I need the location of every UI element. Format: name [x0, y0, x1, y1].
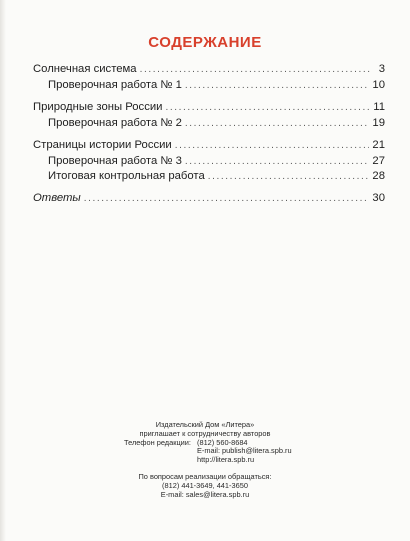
dot-leader: [140, 62, 370, 78]
toc-entry-title: Итоговая контрольная работа: [48, 170, 205, 182]
dot-leader: [208, 169, 370, 185]
toc-entry-title: Проверочная работа № 3: [48, 154, 182, 167]
toc-entry-page: 10: [372, 78, 385, 91]
toc-entry-title: Проверочная работа № 2: [48, 116, 182, 129]
sales-heading: По вопросам реализации обращаться:: [138, 471, 272, 481]
authors-invitation: приглашает к сотрудничеству авторов: [139, 428, 271, 438]
toc-entry-title: Ответы: [33, 191, 81, 204]
publisher-name: Издательский Дом «Литера»: [155, 420, 255, 429]
website-link[interactable]: http://litera.spb.ru: [197, 455, 255, 465]
toc-entry-page: 19: [372, 116, 385, 129]
contents-heading: СОДЕРЖАНИЕ: [148, 34, 262, 51]
toc-entry-answers[interactable]: [33, 191, 385, 207]
publisher-imprint: [0, 421, 410, 499]
editorial-phone-label: Телефон редакции:: [124, 437, 191, 447]
dot-leader: [175, 138, 370, 154]
sales-phones: (812) 441-3649, 441-3650: [162, 480, 248, 490]
toc-entry[interactable]: [33, 138, 385, 154]
toc-entry-page: 30: [372, 191, 385, 204]
toc-entry[interactable]: [33, 100, 385, 116]
toc-entry[interactable]: [33, 78, 385, 94]
table-of-contents: [33, 62, 385, 206]
toc-entry-page: 21: [372, 139, 385, 151]
website-row: [0, 456, 410, 465]
toc-entry[interactable]: [33, 62, 385, 78]
toc-entry[interactable]: [33, 116, 385, 132]
toc-entry-page: 28: [372, 170, 385, 182]
toc-entry-page: 11: [373, 101, 385, 113]
editorial-phone: (812) 560-8684: [197, 437, 248, 447]
dot-leader: [84, 191, 370, 207]
dot-leader: [165, 100, 370, 116]
editorial-email[interactable]: E-mail: publish@litera.spb.ru: [197, 446, 292, 456]
toc-entry-title: Природные зоны России: [33, 101, 163, 113]
dot-leader: [185, 154, 370, 170]
toc-entry-title: Проверочная работа № 1: [48, 78, 182, 91]
toc-entry-title: Солнечная система: [33, 63, 137, 75]
dot-leader: [185, 78, 370, 94]
toc-entry[interactable]: [33, 154, 385, 170]
toc-entry-page: 27: [372, 154, 385, 167]
dot-leader: [185, 116, 370, 132]
toc-entry[interactable]: [33, 169, 385, 185]
toc-entry-page: 3: [378, 63, 385, 75]
sales-email[interactable]: E-mail: sales@litera.spb.ru: [160, 489, 250, 499]
toc-entry-title: Страницы истории России: [33, 139, 172, 151]
